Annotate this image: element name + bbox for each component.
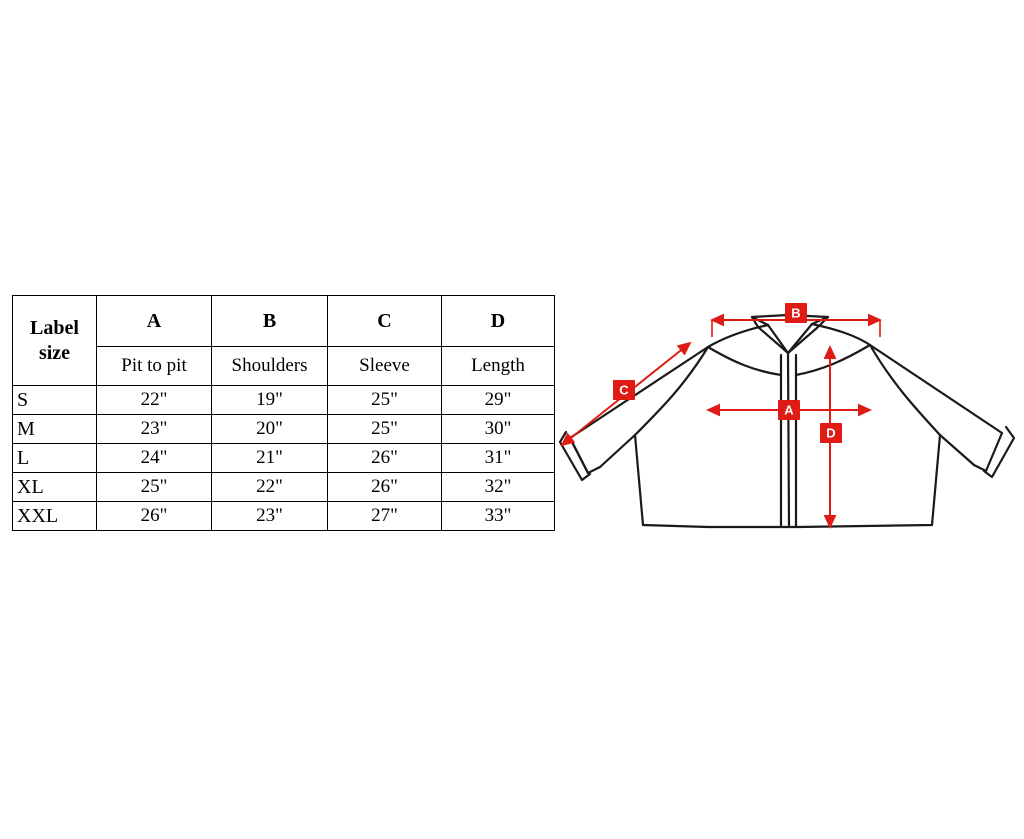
- cell-a: 26": [97, 502, 212, 531]
- header-name-a: Pit to pit: [97, 347, 212, 386]
- cell-a: 25": [97, 473, 212, 502]
- cell-d: 29": [442, 386, 555, 415]
- cell-c: 25": [328, 386, 442, 415]
- marker-label-d: D: [826, 425, 836, 441]
- table-row: [13, 473, 555, 502]
- table-row: [13, 415, 555, 444]
- table-row: [13, 386, 555, 415]
- header-letter-b: B: [212, 296, 328, 347]
- cell-c: 26": [328, 444, 442, 473]
- cell-c: 26": [328, 473, 442, 502]
- header-name-c: Sleeve: [328, 347, 442, 386]
- row-size-label: XL: [13, 473, 97, 502]
- label-size-header: [13, 296, 97, 386]
- marker-badge-a: [778, 400, 800, 420]
- cell-b: 20": [212, 415, 328, 444]
- header-name-b: Shoulders: [212, 347, 328, 386]
- marker-badge-b: [785, 303, 807, 323]
- marker-label-a: A: [784, 402, 794, 418]
- row-size-label: S: [13, 386, 97, 415]
- cell-d: 31": [442, 444, 555, 473]
- cell-a: 24": [97, 444, 212, 473]
- header-name-d: Length: [442, 347, 555, 386]
- marker-label-c: C: [619, 382, 629, 398]
- cell-a: 22": [97, 386, 212, 415]
- cell-b: 19": [212, 386, 328, 415]
- marker-badge-c: [613, 380, 635, 400]
- header-letter-c: C: [328, 296, 442, 347]
- marker-label-b: B: [791, 305, 801, 321]
- label-size-header-line1: Label: [30, 316, 79, 339]
- header-letter-a: A: [97, 296, 212, 347]
- row-size-label: M: [13, 415, 97, 444]
- shirt-measurement-diagram: [540, 275, 1024, 565]
- marker-badge-d: [820, 423, 842, 443]
- cell-d: 30": [442, 415, 555, 444]
- row-size-label: XXL: [13, 502, 97, 531]
- table-row: [13, 444, 555, 473]
- cell-a: 23": [97, 415, 212, 444]
- cell-d: 33": [442, 502, 555, 531]
- cell-c: 27": [328, 502, 442, 531]
- cell-b: 22": [212, 473, 328, 502]
- cell-b: 21": [212, 444, 328, 473]
- table-row: [13, 502, 555, 531]
- table-header-letters: [13, 296, 555, 347]
- row-size-label: L: [13, 444, 97, 473]
- cell-c: 25": [328, 415, 442, 444]
- header-letter-d: D: [442, 296, 555, 347]
- cell-b: 23": [212, 502, 328, 531]
- shirt-outline-icon: [560, 315, 1014, 527]
- label-size-header-line2: size: [38, 341, 71, 364]
- size-chart-table: [12, 295, 555, 531]
- cell-d: 32": [442, 473, 555, 502]
